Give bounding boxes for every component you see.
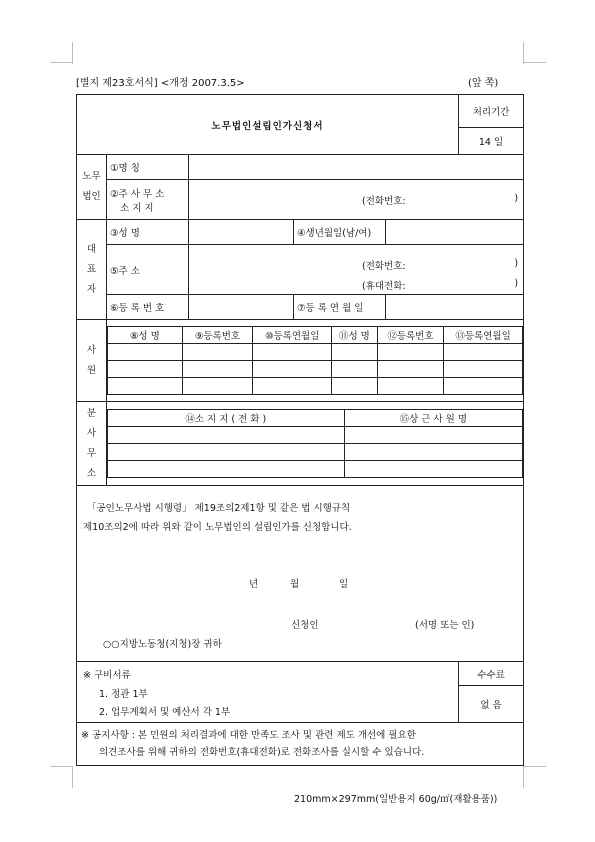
processing-value: 14 일 [459, 128, 524, 155]
crop-mark-bl-v [72, 766, 73, 788]
application-form [76, 94, 524, 766]
notice-line-1: ※ 공지사항 : 본 민원의 처리결과에 대한 만족도 조사 및 관련 제도 개선에 필요한 [81, 729, 416, 741]
member-cell[interactable] [182, 378, 253, 395]
branch-cell[interactable] [108, 461, 345, 478]
branch-cell[interactable] [108, 444, 345, 461]
branch-cell[interactable] [344, 444, 522, 461]
rep-regno-label: ⑥등 록 번 호 [107, 295, 189, 320]
signature-placeholder[interactable]: (서명 또는 인) [415, 620, 475, 631]
fee-label: 수수료 [459, 662, 524, 686]
members-header: ⑬등록연월일 [444, 327, 523, 344]
form-title: 노무법인설립인가신청서 [77, 95, 459, 155]
addressee: ○○지방노동청(지청)장 귀하 [103, 639, 222, 650]
rep-regdate-field[interactable] [386, 295, 524, 320]
rep-name-field[interactable] [189, 220, 294, 245]
member-cell[interactable] [332, 378, 378, 395]
notice-line-2: 의견조사를 위해 귀하의 전화번호(휴대전화)로 전화조사를 실시할 수 있습니다. [99, 746, 425, 758]
attachments-list [77, 686, 459, 723]
members-header: ⑪성 명 [332, 327, 378, 344]
branch-cell[interactable] [108, 427, 345, 444]
branch-cell[interactable] [344, 461, 522, 478]
branch-section-label: 분 사 무 소 [77, 402, 107, 486]
member-cell[interactable] [444, 378, 523, 395]
member-cell[interactable] [377, 344, 443, 361]
member-cell[interactable] [444, 344, 523, 361]
rep-birth-field[interactable] [386, 220, 524, 245]
rep-addr-label: ⑤주 소 [107, 245, 189, 295]
date-year: 년 [249, 579, 259, 590]
rep-addr-field[interactable]: (전화번호: ) [189, 245, 524, 277]
corp-name-field[interactable] [189, 155, 524, 180]
rep-birth-label: ④생년월일(남/여) [294, 220, 386, 245]
statement-section [77, 486, 524, 662]
branch-header: ⑮상 근 사 원 명 [344, 410, 522, 427]
members-table-cell [107, 320, 524, 402]
form-number: [별지 제23호서식] <개정 2007.3.5> [76, 78, 245, 89]
member-cell[interactable] [253, 378, 332, 395]
rep-name-label: ③성 명 [107, 220, 189, 245]
attachments-title: ※ 구비서류 [77, 662, 459, 686]
date-month: 월 [290, 579, 300, 590]
member-cell[interactable] [108, 378, 183, 395]
member-cell[interactable] [253, 344, 332, 361]
corp-section-label: 노무 법인 [77, 155, 107, 220]
crop-mark-br-h [524, 766, 546, 767]
paper-spec: 210mm×297mm(일반용지 60g/㎡(재활용품)) [294, 794, 498, 805]
member-cell[interactable] [108, 361, 183, 378]
rep-regno-field[interactable] [189, 295, 294, 320]
corp-name-label: ①명 칭 [107, 155, 189, 180]
branch-cell[interactable] [344, 427, 522, 444]
attachment-item: 1. 정관 1부 [99, 688, 148, 700]
members-header: ⑨등록번호 [182, 327, 253, 344]
member-cell[interactable] [377, 378, 443, 395]
members-header: ⑧성 명 [108, 327, 183, 344]
branch-table [107, 409, 523, 478]
member-cell[interactable] [332, 361, 378, 378]
members-header: ⑩등록연월일 [253, 327, 332, 344]
rep-mobile-row[interactable]: (휴대전화: ) [189, 277, 524, 295]
rep-section-label: 대 표 자 [77, 220, 107, 320]
rep-regdate-label: ⑦등 록 연 월 일 [294, 295, 386, 320]
corp-phone-label: (전화번호: [362, 195, 406, 207]
branch-table-cell [107, 402, 524, 486]
statement-line-1: 「공인노무사법 시행령」 제19조의2제1항 및 같은 법 시행규칙 [87, 503, 351, 514]
members-table [107, 326, 523, 395]
crop-mark-br-v [523, 766, 524, 788]
member-cell[interactable] [377, 361, 443, 378]
applicant-label: 신청인 [291, 620, 319, 631]
processing-label: 처리기간 [459, 95, 524, 128]
crop-mark-bl-h [50, 766, 72, 767]
corp-office-field[interactable]: (전화번호: ) [189, 180, 524, 220]
member-cell[interactable] [444, 361, 523, 378]
member-cell[interactable] [182, 344, 253, 361]
notice [77, 722, 524, 765]
members-section-label: 사 원 [77, 320, 107, 402]
rep-mobile-label: (휴대전화: [362, 281, 406, 293]
member-cell[interactable] [332, 344, 378, 361]
member-cell[interactable] [253, 361, 332, 378]
corp-office-label: ②주 사 무 소 소 지 지 [107, 180, 189, 220]
crop-mark-tr-v [523, 42, 524, 64]
crop-mark-tr-h [524, 62, 546, 63]
member-cell[interactable] [182, 361, 253, 378]
member-cell[interactable] [108, 344, 183, 361]
rep-phone-label: (전화번호: [362, 260, 406, 272]
members-header: ⑫등록번호 [377, 327, 443, 344]
crop-mark-tl-h [50, 62, 72, 63]
crop-mark-tl-v [72, 42, 73, 64]
attachment-item: 2. 업무계획서 및 예산서 각 1부 [99, 706, 231, 718]
fee-value: 없 음 [459, 686, 524, 723]
page-side: (앞 쪽) [468, 78, 499, 89]
date-day: 일 [339, 579, 349, 590]
branch-header: ⑭소 지 지 ( 전 화 ) [108, 410, 345, 427]
statement-line-2: 제10조의2에 따라 위와 같이 노무법인의 설립인가를 신청합니다. [83, 522, 352, 533]
